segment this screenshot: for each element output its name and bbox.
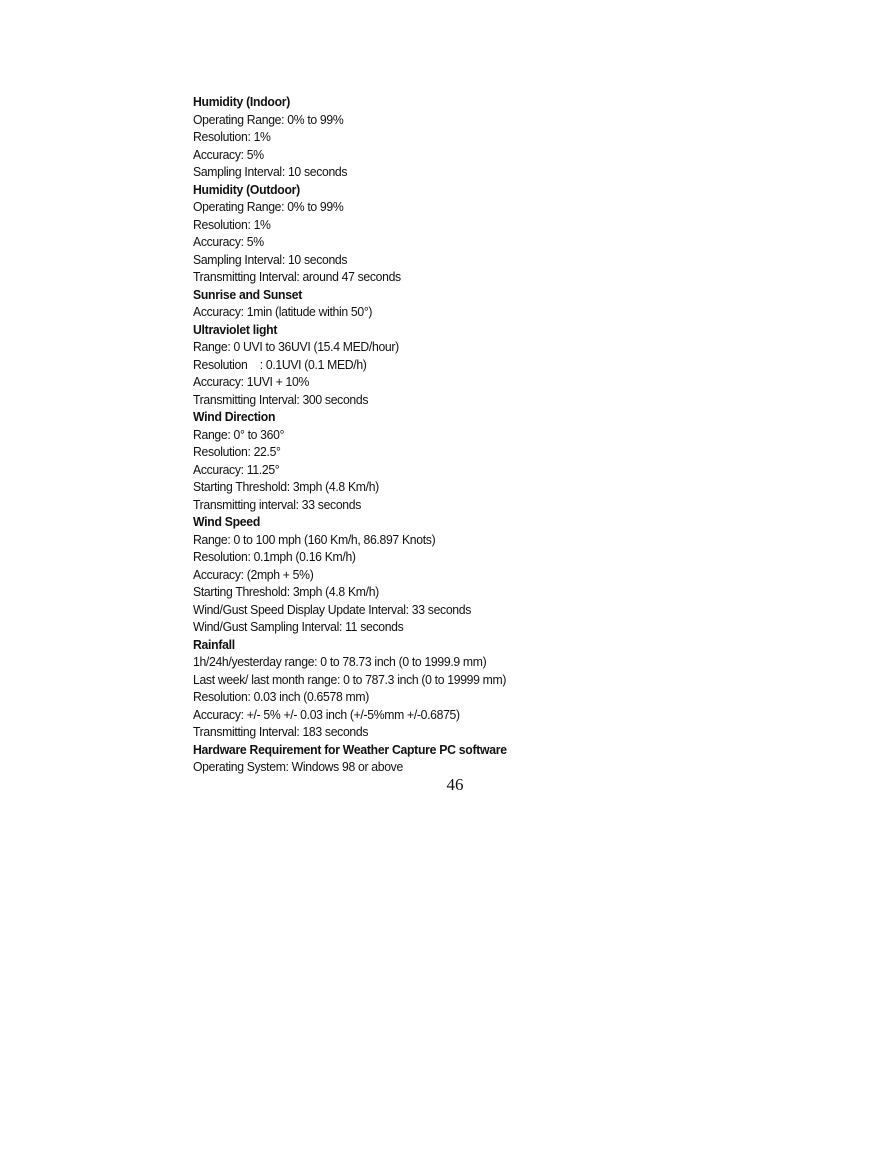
- spec-line: Operating Range: 0% to 99%: [193, 199, 344, 214]
- spec-text-block: [193, 93, 793, 776]
- page-number: 46: [446, 775, 464, 794]
- spec-line: Transmitting Interval: around 47 seconds: [193, 269, 401, 284]
- spec-line: Range: 0° to 360°: [193, 426, 285, 442]
- spec-line: Transmitting interval: 33 seconds: [193, 496, 362, 512]
- spec-line: Resolution: 1%: [193, 216, 271, 232]
- spec-line: Range: 0 to 100 mph (160 Km/h, 86.897 Knots): [193, 531, 436, 547]
- section-heading: Humidity (Outdoor): [193, 181, 300, 197]
- spec-line: Resolution : 0.1UVI (0.1 MED/h): [193, 356, 367, 372]
- section-heading: Rainfall: [193, 636, 235, 652]
- spec-line: Resolution: 1%: [193, 129, 271, 144]
- section-heading: Humidity (Indoor): [193, 94, 291, 109]
- spec-line: Accuracy: 11.25°: [193, 461, 280, 477]
- spec-line: Accuracy: +/- 5% +/- 0.03 inch (+/-5%mm +/-0.6875): [193, 706, 460, 722]
- spec-line: Accuracy: 1min (latitude within 50°): [193, 304, 373, 319]
- section-heading: Wind Direction: [193, 409, 276, 424]
- spec-line: Accuracy: 5%: [193, 146, 264, 162]
- spec-line: Sampling Interval: 10 seconds: [193, 164, 348, 179]
- spec-line: Resolution: 0.1mph (0.16 Km/h): [193, 549, 356, 564]
- spec-line: Transmitting Interval: 300 seconds: [193, 391, 369, 407]
- spec-line: Operating System: Windows 98 or above: [193, 759, 403, 774]
- spec-line: Wind/Gust Sampling Interval: 11 seconds: [193, 619, 404, 634]
- spec-line: Wind/Gust Speed Display Update Interval: 33 seconds: [193, 601, 472, 617]
- spec-line: Last week/ last month range: 0 to 787.3 inch (0 to 19999 mm): [193, 671, 507, 687]
- spec-line: Starting Threshold: 3mph (4.8 Km/h): [193, 479, 379, 494]
- spec-line: Resolution: 22.5°: [193, 444, 281, 459]
- spec-line: Accuracy: 1UVI + 10%: [193, 374, 310, 389]
- spec-line: Sampling Interval: 10 seconds: [193, 251, 348, 267]
- section-heading: Hardware Requirement for Weather Capture PC software: [193, 741, 507, 757]
- spec-line: Starting Threshold: 3mph (4.8 Km/h): [193, 584, 379, 599]
- spec-line: Accuracy: 5%: [193, 234, 264, 249]
- section-heading: Ultraviolet light: [193, 321, 278, 337]
- spec-line: Range: 0 UVI to 36UVI (15.4 MED/hour): [193, 339, 399, 354]
- spec-line: 1h/24h/yesterday range: 0 to 78.73 inch (0 to 1999.9 mm): [193, 654, 487, 669]
- spec-line: Accuracy: (2mph + 5%): [193, 566, 314, 582]
- section-heading: Sunrise and Sunset: [193, 286, 303, 302]
- spec-line: Operating Range: 0% to 99%: [193, 111, 344, 127]
- spec-line: Transmitting Interval: 183 seconds: [193, 724, 369, 739]
- spec-line: Resolution: 0.03 inch (0.6578 mm): [193, 689, 369, 704]
- section-heading: Wind Speed: [193, 514, 261, 529]
